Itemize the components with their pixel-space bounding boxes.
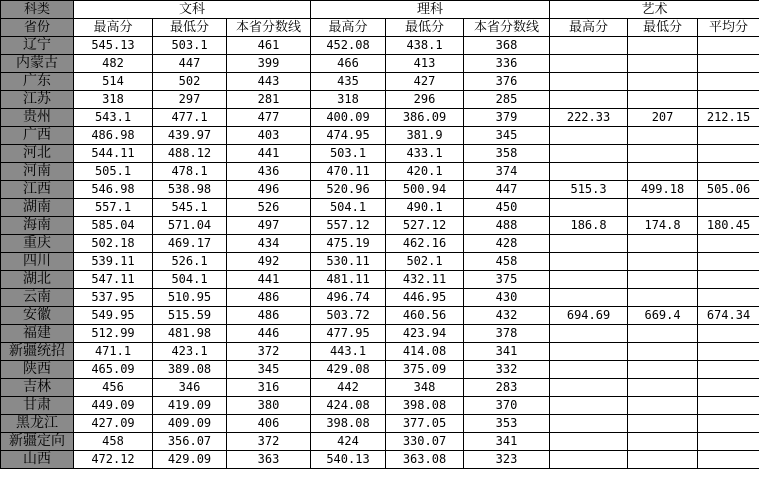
score-cell: 432.11: [386, 271, 464, 289]
score-cell: 207: [628, 109, 698, 127]
score-cell: 477: [227, 109, 311, 127]
score-cell: 222.33: [550, 109, 628, 127]
table-row: [1, 91, 759, 109]
score-cell: [550, 325, 628, 343]
score-cell: 443.1: [311, 343, 386, 361]
score-cell: [550, 397, 628, 415]
score-cell: 530.11: [311, 253, 386, 271]
score-cell: 450: [464, 199, 550, 217]
table-row: [1, 163, 759, 181]
score-cell: 546.98: [74, 181, 153, 199]
score-cell: 539.11: [74, 253, 153, 271]
score-cell: 515.59: [153, 307, 227, 325]
score-cell: [698, 325, 759, 343]
score-cell: 430: [464, 289, 550, 307]
score-cell: 419.09: [153, 397, 227, 415]
score-cell: 433.1: [386, 145, 464, 163]
score-cell: 409.09: [153, 415, 227, 433]
score-cell: [628, 73, 698, 91]
header-row-sub: [1, 19, 759, 37]
score-cell: [550, 451, 628, 469]
score-cell: 212.15: [698, 109, 759, 127]
score-cell: 512.99: [74, 325, 153, 343]
score-cell: 323: [464, 451, 550, 469]
score-cell: 429.08: [311, 361, 386, 379]
score-cell: 372: [227, 433, 311, 451]
score-cell: 341: [464, 433, 550, 451]
score-cell: 538.98: [153, 181, 227, 199]
score-cell: 413: [386, 55, 464, 73]
score-cell: 389.08: [153, 361, 227, 379]
score-cell: 537.95: [74, 289, 153, 307]
score-cell: 526: [227, 199, 311, 217]
score-cell: 469.17: [153, 235, 227, 253]
score-cell: 674.34: [698, 307, 759, 325]
score-cell: 500.94: [386, 181, 464, 199]
score-cell: 585.04: [74, 217, 153, 235]
score-cell: 186.8: [550, 217, 628, 235]
score-cell: [550, 361, 628, 379]
score-cell: 420.1: [386, 163, 464, 181]
score-cell: 336: [464, 55, 550, 73]
score-cell: 281: [227, 91, 311, 109]
score-cell: 356.07: [153, 433, 227, 451]
score-cell: 398.08: [386, 397, 464, 415]
score-cell: 400.09: [311, 109, 386, 127]
score-cell: 403: [227, 127, 311, 145]
score-cell: 318: [74, 91, 153, 109]
score-cell: 441: [227, 271, 311, 289]
score-cell: 496: [227, 181, 311, 199]
score-cell: 486: [227, 289, 311, 307]
score-cell: 470.11: [311, 163, 386, 181]
score-cell: 477.1: [153, 109, 227, 127]
score-cell: 571.04: [153, 217, 227, 235]
score-cell: 381.9: [386, 127, 464, 145]
score-cell: 358: [464, 145, 550, 163]
score-cell: 488: [464, 217, 550, 235]
table-row: [1, 127, 759, 145]
score-cell: 380: [227, 397, 311, 415]
score-cell: 515.3: [550, 181, 628, 199]
score-cell: 345: [227, 361, 311, 379]
score-cell: 399: [227, 55, 311, 73]
province-cell: 福建: [1, 325, 74, 343]
score-cell: [628, 433, 698, 451]
score-cell: 429.09: [153, 451, 227, 469]
score-cell: [698, 433, 759, 451]
score-cell: 465.09: [74, 361, 153, 379]
score-cell: 363.08: [386, 451, 464, 469]
score-cell: [550, 37, 628, 55]
col-header: 最低分: [386, 19, 464, 37]
score-cell: [698, 145, 759, 163]
province-cell: 湖北: [1, 271, 74, 289]
score-cell: 471.1: [74, 343, 153, 361]
table-row: [1, 307, 759, 325]
score-cell: [698, 73, 759, 91]
score-cell: 283: [464, 379, 550, 397]
score-cell: [698, 37, 759, 55]
score-cell: 486: [227, 307, 311, 325]
score-cell: 379: [464, 109, 550, 127]
province-cell: 云南: [1, 289, 74, 307]
score-cell: 341: [464, 343, 550, 361]
table-row: [1, 379, 759, 397]
table-row: [1, 109, 759, 127]
score-cell: [550, 127, 628, 145]
group-like: 理科: [311, 1, 550, 19]
score-cell: 475.19: [311, 235, 386, 253]
score-cell: 557.1: [74, 199, 153, 217]
province-cell: 广西: [1, 127, 74, 145]
score-cell: 318: [311, 91, 386, 109]
score-cell: 449.09: [74, 397, 153, 415]
score-cell: [628, 37, 698, 55]
score-cell: [698, 289, 759, 307]
score-cell: 452.08: [311, 37, 386, 55]
score-cell: 526.1: [153, 253, 227, 271]
score-cell: 316: [227, 379, 311, 397]
score-cell: [628, 379, 698, 397]
score-cell: [628, 325, 698, 343]
score-cell: 414.08: [386, 343, 464, 361]
score-cell: 527.12: [386, 217, 464, 235]
score-cell: 285: [464, 91, 550, 109]
province-cell: 陕西: [1, 361, 74, 379]
score-cell: [698, 127, 759, 145]
province-cell: 新疆统招: [1, 343, 74, 361]
table-row: [1, 253, 759, 271]
table-row: [1, 451, 759, 469]
score-cell: 375.09: [386, 361, 464, 379]
score-cell: [628, 289, 698, 307]
score-cell: [550, 55, 628, 73]
score-cell: 370: [464, 397, 550, 415]
col-header: 最低分: [153, 19, 227, 37]
score-cell: [628, 361, 698, 379]
score-cell: 502.1: [386, 253, 464, 271]
score-cell: 428: [464, 235, 550, 253]
score-cell: [698, 271, 759, 289]
score-cell: [698, 199, 759, 217]
group-wenke: 文科: [74, 1, 311, 19]
score-cell: 348: [386, 379, 464, 397]
score-cell: 547.11: [74, 271, 153, 289]
table-row: [1, 73, 759, 91]
score-cell: 504.1: [153, 271, 227, 289]
province-cell: 江苏: [1, 91, 74, 109]
score-cell: [628, 145, 698, 163]
score-cell: [698, 415, 759, 433]
table-row: [1, 181, 759, 199]
table-row: [1, 289, 759, 307]
score-cell: [550, 91, 628, 109]
score-cell: 434: [227, 235, 311, 253]
score-cell: 435: [311, 73, 386, 91]
score-cell: 346: [153, 379, 227, 397]
header-row-groups: [1, 1, 759, 19]
score-cell: 446.95: [386, 289, 464, 307]
province-cell: 新疆定向: [1, 433, 74, 451]
corner-bottom-cell: 省份: [1, 19, 74, 37]
table-row: [1, 235, 759, 253]
score-cell: [550, 289, 628, 307]
score-cell: [698, 253, 759, 271]
col-header: 平均分: [698, 19, 759, 37]
corner-top-cell: 科类: [1, 1, 74, 19]
table-row: [1, 325, 759, 343]
score-cell: [628, 397, 698, 415]
province-cell: 安徽: [1, 307, 74, 325]
score-cell: [550, 433, 628, 451]
score-cell: [698, 397, 759, 415]
table-row: [1, 217, 759, 235]
score-cell: 505.1: [74, 163, 153, 181]
score-cell: 669.4: [628, 307, 698, 325]
score-cell: 330.07: [386, 433, 464, 451]
table-row: [1, 199, 759, 217]
score-cell: [628, 55, 698, 73]
province-cell: 黑龙江: [1, 415, 74, 433]
col-header: 最高分: [550, 19, 628, 37]
score-cell: 423.1: [153, 343, 227, 361]
score-cell: [698, 91, 759, 109]
score-cell: 545.1: [153, 199, 227, 217]
score-cell: 504.1: [311, 199, 386, 217]
score-cell: [628, 91, 698, 109]
score-cell: 492: [227, 253, 311, 271]
score-cell: [628, 127, 698, 145]
col-header: 最高分: [74, 19, 153, 37]
score-cell: 503.72: [311, 307, 386, 325]
score-cell: 466: [311, 55, 386, 73]
score-cell: 386.09: [386, 109, 464, 127]
score-cell: [550, 145, 628, 163]
score-cell: 490.1: [386, 199, 464, 217]
province-cell: 甘肃: [1, 397, 74, 415]
score-cell: 481.11: [311, 271, 386, 289]
score-cell: 424.08: [311, 397, 386, 415]
province-cell: 辽宁: [1, 37, 74, 55]
score-cell: [550, 379, 628, 397]
table-row: [1, 415, 759, 433]
score-cell: 503.1: [311, 145, 386, 163]
score-cell: [698, 379, 759, 397]
score-cell: [628, 451, 698, 469]
col-header: 本省分数线: [227, 19, 311, 37]
score-cell: 486.98: [74, 127, 153, 145]
table-row: [1, 397, 759, 415]
score-cell: 557.12: [311, 217, 386, 235]
score-cell: 481.98: [153, 325, 227, 343]
score-cell: 477.95: [311, 325, 386, 343]
score-cell: 502: [153, 73, 227, 91]
score-cell: [628, 253, 698, 271]
score-cell: 427.09: [74, 415, 153, 433]
score-cell: [698, 55, 759, 73]
score-cell: [698, 235, 759, 253]
score-cell: 427: [386, 73, 464, 91]
table-row: [1, 271, 759, 289]
score-cell: 461: [227, 37, 311, 55]
table-row: [1, 55, 759, 73]
score-cell: [698, 343, 759, 361]
score-cell: 378: [464, 325, 550, 343]
score-cell: 374: [464, 163, 550, 181]
score-cell: 436: [227, 163, 311, 181]
score-cell: 424: [311, 433, 386, 451]
table-row: [1, 433, 759, 451]
group-yishu: 艺术: [550, 1, 759, 19]
col-header: 最低分: [628, 19, 698, 37]
score-cell: [628, 271, 698, 289]
score-cell: 332: [464, 361, 550, 379]
score-cell: 694.69: [550, 307, 628, 325]
score-cell: 372: [227, 343, 311, 361]
col-header: 本省分数线: [464, 19, 550, 37]
province-cell: 湖南: [1, 199, 74, 217]
table-row: [1, 145, 759, 163]
score-cell: 363: [227, 451, 311, 469]
score-cell: [628, 343, 698, 361]
score-cell: 376: [464, 73, 550, 91]
province-cell: 广东: [1, 73, 74, 91]
score-cell: 296: [386, 91, 464, 109]
score-cell: 505.06: [698, 181, 759, 199]
score-cell: [698, 163, 759, 181]
score-cell: 353: [464, 415, 550, 433]
score-cell: [550, 199, 628, 217]
score-cell: 503.1: [153, 37, 227, 55]
score-cell: 543.1: [74, 109, 153, 127]
score-cell: 478.1: [153, 163, 227, 181]
score-cell: 441: [227, 145, 311, 163]
score-cell: 180.45: [698, 217, 759, 235]
score-cell: 439.97: [153, 127, 227, 145]
score-cell: 497: [227, 217, 311, 235]
score-cell: 447: [464, 181, 550, 199]
score-cell: 456: [74, 379, 153, 397]
score-cell: [698, 361, 759, 379]
score-cell: 432: [464, 307, 550, 325]
table-row: [1, 361, 759, 379]
score-cell: 174.8: [628, 217, 698, 235]
score-cell: [550, 415, 628, 433]
score-cell: 458: [74, 433, 153, 451]
province-cell: 重庆: [1, 235, 74, 253]
score-cell: [628, 415, 698, 433]
score-cell: [550, 343, 628, 361]
score-cell: 544.11: [74, 145, 153, 163]
score-cell: 406: [227, 415, 311, 433]
score-cell: 520.96: [311, 181, 386, 199]
score-cell: 502.18: [74, 235, 153, 253]
score-cell: 549.95: [74, 307, 153, 325]
score-cell: 514: [74, 73, 153, 91]
province-cell: 贵州: [1, 109, 74, 127]
province-cell: 吉林: [1, 379, 74, 397]
province-cell: 山西: [1, 451, 74, 469]
province-cell: 河北: [1, 145, 74, 163]
score-cell: 368: [464, 37, 550, 55]
score-cell: [628, 199, 698, 217]
score-cell: 443: [227, 73, 311, 91]
score-cell: 442: [311, 379, 386, 397]
score-cell: 460.56: [386, 307, 464, 325]
score-cell: 297: [153, 91, 227, 109]
province-cell: 四川: [1, 253, 74, 271]
score-cell: 499.18: [628, 181, 698, 199]
score-cell: 472.12: [74, 451, 153, 469]
score-cell: 398.08: [311, 415, 386, 433]
score-cell: 458: [464, 253, 550, 271]
province-cell: 江西: [1, 181, 74, 199]
score-cell: 345: [464, 127, 550, 145]
province-cell: 海南: [1, 217, 74, 235]
score-cell: [628, 235, 698, 253]
province-cell: 内蒙古: [1, 55, 74, 73]
score-cell: 540.13: [311, 451, 386, 469]
score-cell: 545.13: [74, 37, 153, 55]
col-header: 最高分: [311, 19, 386, 37]
score-cell: 462.16: [386, 235, 464, 253]
score-cell: 482: [74, 55, 153, 73]
score-cell: 474.95: [311, 127, 386, 145]
score-cell: 496.74: [311, 289, 386, 307]
table-row: [1, 37, 759, 55]
table-row: [1, 343, 759, 361]
score-cell: 377.05: [386, 415, 464, 433]
score-cell: [550, 271, 628, 289]
score-cell: 438.1: [386, 37, 464, 55]
score-cell: 446: [227, 325, 311, 343]
score-cell: 510.95: [153, 289, 227, 307]
score-cell: [628, 163, 698, 181]
score-cell: [550, 253, 628, 271]
score-cell: [550, 73, 628, 91]
score-cell: 423.94: [386, 325, 464, 343]
score-cell: 488.12: [153, 145, 227, 163]
province-cell: 河南: [1, 163, 74, 181]
score-cell: 447: [153, 55, 227, 73]
score-cell: [550, 235, 628, 253]
score-cell: [698, 451, 759, 469]
score-cell: 375: [464, 271, 550, 289]
score-cell: [550, 163, 628, 181]
